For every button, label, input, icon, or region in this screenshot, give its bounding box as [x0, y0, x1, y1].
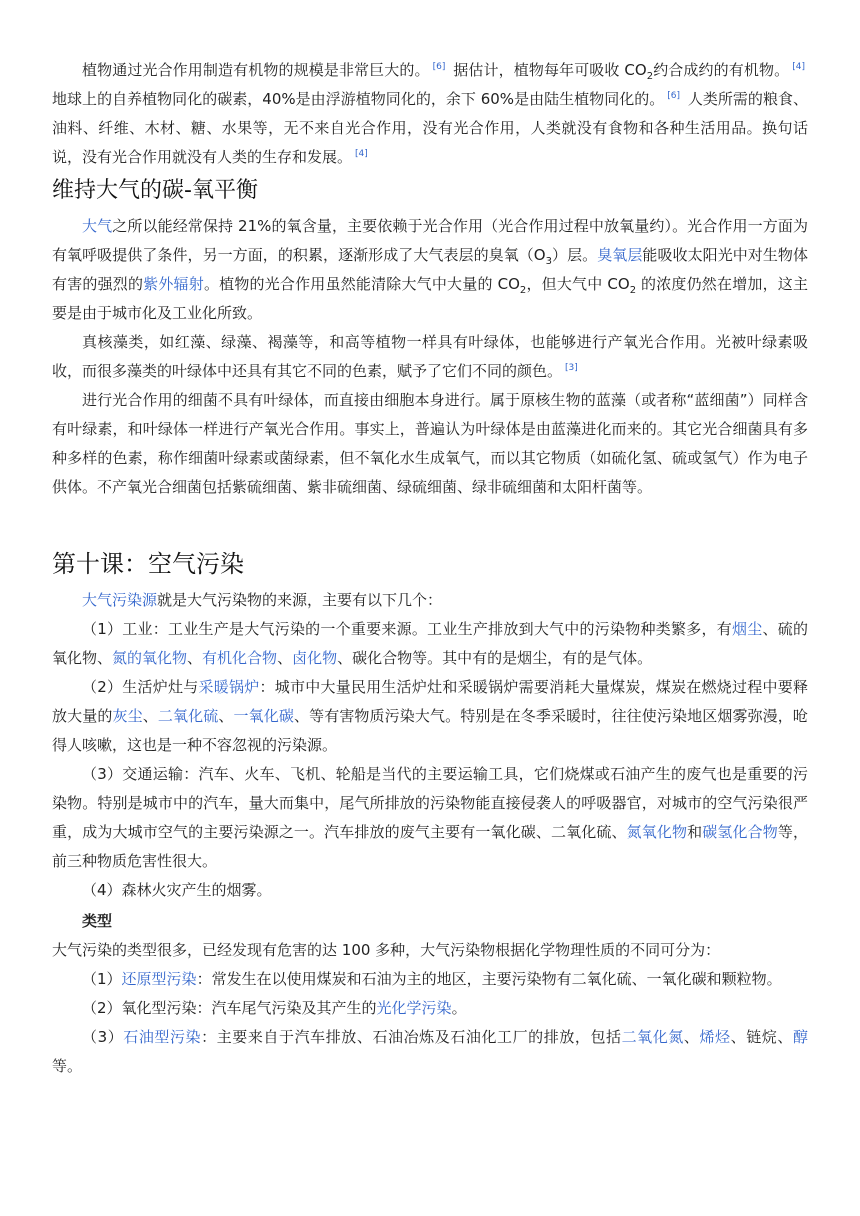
paragraph-photosynthetic-bacteria: 进行光合作用的细菌不具有叶绿体，而直接由细胞本身进行。属于原核生物的蓝藻（或者称“蓝细菌”）同样含有叶绿素，和叶绿体一样进行产氧光合作用。事实上，普遍认为叶绿体是由蓝藻进化而来的。其它光合细菌具有多种多样的色素，称作细菌叶绿素或菌绿素，但不氧化水生成氧气，而以其它物质（如硫化氢、硫或氢气）作为电子供体。不产氧光合细菌包括紫硫细菌、紫非硫细菌、绿硫细菌、绿非硫细菌和太阳杆菌等。 [52, 391, 808, 496]
link-organic-compounds[interactable]: 有机化合物 [202, 649, 278, 667]
subheading-types: 类型 [82, 912, 113, 930]
link-petroleum-pollution[interactable]: 石油型污染 [123, 1028, 202, 1046]
text: 真核藻类，如红藻、绿藻、褐藻等，和高等植物一样具有叶绿体，也能够进行产氧光合作用。光被叶绿素吸收，而很多藻类的叶绿体中还具有其它不同的色素，赋予了它们不同的颜色。 [52, 333, 808, 380]
citation-6[interactable]: [6] [432, 62, 446, 72]
subscript: 2 [646, 71, 654, 82]
citation-6[interactable]: [6] [667, 91, 681, 101]
link-air-pollution-source[interactable]: 大气污染源 [82, 591, 158, 609]
link-ozone-layer[interactable]: 臭氧层 [597, 246, 643, 264]
link-nitrogen-oxide[interactable]: 氮氧化物 [626, 823, 688, 841]
text: ）层。 [552, 246, 598, 264]
paragraph-source-industry [52, 615, 808, 673]
text: 之所以能经常保持 21%的氧含量，主要依赖于光合作用（光合作用过程中放氧量约）。光合作用一方面为有氧呼吸提供了条件，另一方面，的积累，逐渐形成了大气表层的臭氧（O [52, 217, 808, 264]
paragraph-source-transport [52, 760, 808, 876]
citation-4[interactable]: [4] [792, 62, 805, 72]
text: （2）生活炉灶与 [82, 678, 199, 696]
text: （3）交通运输：汽车、火车、飞机、轮船是当代的主要运输工具，它们烧煤或石油产生的废气也是重要的污染物。特别是城市中的汽车，量大而集中，尾气所排放的污染物能直接侵袭人的呼吸器官，对城市的空气污染很严重，成为大城市空气的主要污染源之一。汽车排放的废气主要有一氧化碳、二氧化硫、 [52, 765, 808, 841]
text: ：城市中大量民用生活炉灶和采暖锅炉需要消耗大量煤炭，煤炭在燃烧过程中要释放大量的 [52, 678, 808, 725]
text: 、等有害物质污染大气。特别是在冬季采暖时，往往使污染地区烟雾弥漫，呛得人咳嗽，这也是一种不容忽视的污染源。 [52, 707, 808, 754]
link-nitrogen-oxides[interactable]: 氮的氧化物 [112, 649, 188, 667]
link-carbon-monoxide[interactable]: 一氧化碳 [233, 707, 294, 725]
text: ：主要来自于汽车排放、石油冶炼及石油化工厂的排放，包括 [201, 1028, 622, 1046]
link-hydrocarbons[interactable]: 碳氢化合物 [702, 823, 778, 841]
text: 就是大气污染物的来源，主要有以下几个： [157, 591, 443, 609]
text: 地球上的自养植物同化的碳素，40%是由浮游植物同化的，余下 60%是由陆生植物同化的。 [52, 90, 665, 108]
text: 、 [142, 707, 158, 725]
link-sulfur-dioxide[interactable]: 二氧化硫 [157, 707, 219, 725]
text: 。 [451, 999, 467, 1017]
text: 、碳化合物等。其中有的是烟尘，有的是气体。 [337, 649, 653, 667]
text: 、 [277, 649, 293, 667]
text: （2）氧化型污染：汽车尾气污染及其产生的 [82, 999, 377, 1017]
text: ，但大气中 CO [526, 275, 630, 293]
text: （1） [82, 970, 122, 988]
text: （3） [82, 1028, 124, 1046]
text: 的浓度仍然在增加，这主要是由于城市化及工业化所致。 [52, 275, 808, 322]
subscript: 2 [519, 285, 527, 296]
paragraph-pollution-types: 大气污染的类型很多，已经发现有危害的达 100 多种，大气污染物根据化学物理性质的不同可分为： [52, 941, 721, 959]
text: 人类所需的粮食、油料、纤维、木材、糖、水果等，无不来自光合作用，没有光合作用，人类就没有食物和各种生活用品。换句话说，没有光合作用就没有人类的生存和发展。 [52, 90, 808, 166]
paragraph-photosynthesis-scale [52, 56, 808, 172]
citation-4[interactable]: [4] [355, 149, 368, 159]
text: 能吸收太阳光中对生物体有害的强烈的 [52, 246, 808, 293]
document-page [52, 56, 808, 1081]
text: 、硫的氧化物、 [52, 620, 808, 667]
citation-3[interactable]: [3] [565, 363, 578, 373]
text: 、 [218, 707, 234, 725]
paragraph-eukaryotic-algae [52, 328, 808, 386]
text: 植物通过光合作用制造有机物的规模是非常巨大的。 [82, 61, 430, 79]
text: 。植物的光合作用虽然能清除大气中大量的 CO [203, 275, 520, 293]
paragraph-source-forest-fire: （4）森林火灾产生的烟雾。 [82, 881, 272, 899]
paragraph-type-reducing [52, 965, 808, 994]
link-photochemical-pollution[interactable]: 光化学污染 [376, 999, 452, 1017]
text: 据估计，植物每年可吸收 CO [448, 61, 647, 79]
text: 等。 [52, 1057, 83, 1075]
text: 、链烷、 [730, 1028, 793, 1046]
text: ：常发生在以使用煤炭和石油为主的地区，主要污染物有二氧化硫、一氧化碳和颗粒物。 [196, 970, 782, 988]
text: （1）工业：工业生产是大气污染的一个重要来源。工业生产排放到大气中的污染物种类繁多，有 [82, 620, 732, 638]
link-smoke-dust[interactable]: 烟尘 [731, 620, 763, 638]
link-dust[interactable]: 灰尘 [112, 707, 143, 725]
text: 、 [187, 649, 203, 667]
section-heading-carbon-oxygen-balance: 维持大气的碳-氧平衡 [52, 178, 258, 203]
link-heating-boiler[interactable]: 采暖锅炉 [198, 678, 260, 696]
text: 约合成约的有机物。 [653, 61, 790, 79]
paragraph-pollution-sources [52, 586, 808, 615]
link-reducing-pollution[interactable]: 还原型污染 [121, 970, 197, 988]
text: 、 [683, 1028, 700, 1046]
link-uv-radiation[interactable]: 紫外辐射 [143, 275, 204, 293]
subscript: 2 [629, 285, 637, 296]
paragraph-source-stoves [52, 673, 808, 760]
link-olefins[interactable]: 烯烃 [699, 1028, 731, 1046]
link-alcohol[interactable]: 醇 [792, 1028, 808, 1046]
paragraph-type-oxidizing [52, 994, 808, 1023]
subscript: 3 [545, 256, 552, 267]
link-nitrogen-dioxide[interactable]: 二氧化氮 [621, 1028, 684, 1046]
link-atmosphere[interactable]: 大气 [82, 217, 113, 235]
section-heading-air-pollution: 第十课：空气污染 [52, 550, 244, 578]
paragraph-atmosphere-oxygen [52, 212, 808, 328]
text: 等，前三种物质危害性很大。 [52, 823, 808, 870]
text: 和 [687, 823, 703, 841]
link-halides[interactable]: 卤化物 [292, 649, 338, 667]
paragraph-type-petroleum [52, 1023, 808, 1081]
